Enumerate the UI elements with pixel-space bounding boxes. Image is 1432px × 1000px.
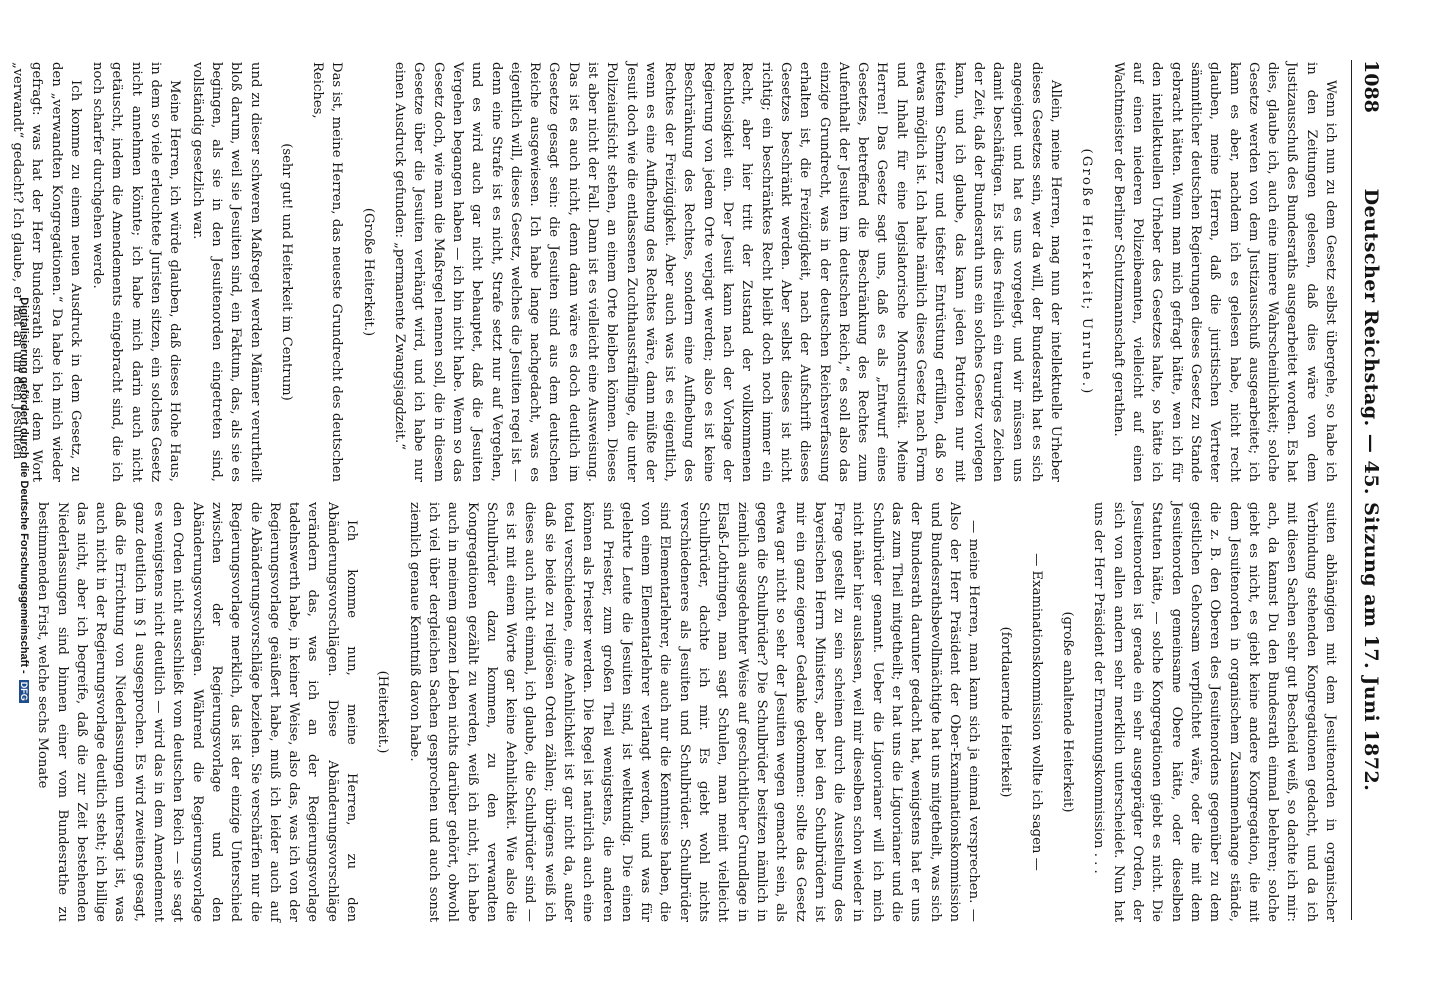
page-header <box>1351 60 1388 920</box>
text-column-left <box>10 62 1340 482</box>
page-number: 1088 <box>1360 60 1382 113</box>
reaction-note: (Große Heiterkeit.) <box>360 207 376 337</box>
credit-text: Digitalisierung gefördert durch die Deutsche Forschungsgemeinschaft - <box>18 297 30 674</box>
paragraph: Das ist, meine Herren, das neueste Grundrecht des deutschen Reiches, <box>310 62 345 482</box>
digitization-credit <box>18 0 30 1000</box>
paragraph: Ich komme zu einem neuen Ausdruck in dem Gesetz, zu den „verwandten Kongregationen.“ Da habe ich mich wieder gefragt: was hat der Herr Bundesrath sich bei dem Wort „verwandt“ gedacht? Ich glaube, er hat an um den Jesuiten <box>10 62 83 482</box>
reaction-note: (fortdauernde Heiterkeit) <box>997 626 1013 798</box>
paragraph: und zu dieser schweren Maßregel werden Männer verurtheilt bloß darum, weil sie Jesuiten sind, ein Faktum, das, als sie es begingen, als sie in den Jesuitenorden eingetreten sind, vollständig gesetzlich war. <box>189 62 263 482</box>
paragraph: suiten abhängigen mit dem Jesuitenorden in organischer Verbindung stehenden Kongregationen gedacht, und da ich mit diesen Sachen sehr gut Bescheid weiß, so dachte ich mir: ach, da kannst Du den Bundesrath einmal belehren; solche giebt es nicht, es giebt keine andere Kongregation, die mit dem Jesuitenorden in organischem Zusammenhange stände, die z. B. den Oberen des Jesuitenordens gegenüber zu dem geistlichen Gehorsam verpflichtet wäre, oder die mit dem Jesuitenorden gemeinsame Obere hätte, oder dieselben Statuten hätte, — solche Kongregationen giebt es nicht. Die Jesuitenorden ist gerade ein sehr ausgeprägter Orden, der sich von allen andern sehr merklich unterscheidet. Nun hat uns der Herr Präsident der Ernennungskommission . . . <box>1091 502 1338 922</box>
reaction-note: (Große Heiterkeit; Unruhe.) <box>1079 148 1095 396</box>
reaction-note: (sehr gut! und Heiterkeit im Centrum) <box>278 143 294 401</box>
paragraph: Ich komme nun, meine Herren, zu den Abänderungsvorschlägen. Diese Abänderungsvorschläge verändern das, was ich an der Regierungsvorlage tadelnswerth habe, in keiner Weise, also das, was ich von der Regierungsvorlage geäußert habe, muß ich leider auch auf die Abänderungsvorschläge beziehen. Sie verschärfen nur die Regierungsvorlage merklich, das ist der einzige Unterschied zwischen der Regierungsvorlage und den Abänderungsvorschlägen. Während die Regierungsvorlage den Orden nicht ausschließt vom deutschen Reich — sie sagt es wenigstens nicht deutlich — wird das in dem Amendement ganz deutlich im § 1 ausgesprochen. Es wird zweitens gesagt, daß die Errichtung von Niederlassungen untersagt ist, was auch nicht in der Regierungsvorlage deutlich steht; ich billige das nicht, aber ich begreife, daß die zur Zeit bestehenden Niederlassungen sind binnen einer vom Bundesrathe zu bestimmenden Frist, welche sechs Monate <box>35 502 360 922</box>
running-title: Deutscher Reichstag. — 45. Sitzung am 17. Juni 1872. <box>1360 188 1382 792</box>
dfg-logo: DFG <box>19 681 29 701</box>
paragraph: Allein, meine Herren, mag nun der intellektuelle Urheber dieses Gesetzes sein, wer da will, der Bundesrath hat es sich angeeignet und hat es uns vorgelegt, und wir müssen uns damit beschäftigen. Es ist dies freilich ein trauriges Zeichen der Zeit, daß der Bundesrath uns ein solches Gesetz vorlegen kann, und ich glaube, das kann jeden Patrioten nur mit tiefstem Schmerz und tiefster Entrüstung erfüllen, daß so etwas möglich ist. Ich halte nämlich dieses Gesetz nach Form und Inhalt für eine legislatorische Monstruosität. Meine Herren! Das Gesetz sagt uns, daß es als „Entwurf eines Gesetzes, betreffend die Beschränkung des Rechtes zum Aufenthalt der Jesuiten im deutschen Reich,“ es soll also das einzige Grundrecht, was in der deutschen Reichsverfassung erhalten ist, die Freizügigkeit, nach der Aufschrift dieses Gesetzes beschränkt werden. Aber selbst dieses ist nicht richtig; ein beschränktes Recht bleibt doch noch immer ein Recht, aber hier tritt der Zustand der vollkommenen Rechtlosigkeit ein. Der Jesuit kann nach der Vorlage der Regierung von jedem Orte verjagt werden; also es ist keine Beschränkung des Rechtes, sondern eine Aufhebung des Rechtes der Freizügigkeit. Aber auch was ist es eigentlich, wenn es eine Aufhebung des Rechtes wäre, dann müßte der Jesuit doch wie die entlassenen Zuchthaussträflinge, die unter Polizeiaufsicht stehen, an einem Orte bleiben können. Dieses ist aber nicht der Fall. Dann ist es vielleicht eine Ausweisung. Das ist es auch nicht, denn dann wäre es doch deutlich im Gesetze gesagt sein: die Jesuiten sind aus dem deutschen Reiche ausgewiesen. Ich habe lange nachgedacht, was es eigentlich will, dieses Gesetz, welches die Jesuiten regel ist — denn eine Strafe ist es nicht, Strafe setzt nur auf Vergehen, und es wird auch gar nicht behauptet, daß die Jesuiten Vergehen begangen haben — ich bin nicht habe. Wenn so das Gesetz doch, wie man die Maßregel nennen soll, die in diesem Gesetze über die Jesuiten verhängt wird, und ich habe nur einen Ausdruck gefunden: „permanente Zwangsjagdzeit.“ <box>392 62 1064 482</box>
reaction-note: (Heiterkeit.) <box>375 670 391 754</box>
reaction-note: (große anhaltende Heiterkeit) <box>1060 611 1076 813</box>
paragraph: Wenn ich nun zu dem Gesetz selbst übergehe, so habe ich in den Zeitungen gelesen, daß dies wäre von dem Justizausschuß des Bundesraths ausgearbeitet worden. Es hat dies, glaube ich, auch eine innere Wahrscheinlichkeit; solche Gesetze werden von dem Justizausschuß ausgearbeitet; ich kann es aber, nachdem ich es gelesen habe, nicht recht glauben, meine Herren, daß die juristischen Vertreter sämmtlicher deutschen Regierungen dieses Gesetz zu Stande gebracht hätten. Wenn man mich gefragt hätte, wen ich für den intellektuellen Urheber des Gesetzes halte, so hätte ich auf einen niederen Polizeibeamten, vielleicht auf einen Wachtmeister der Berliner Schutzmannschaft gerathen. <box>1110 62 1338 482</box>
paragraph: Meine Herren, ich würde glauben, daß dieses Hohe Haus, in dem so viele erleuchtete Juristen sitzen, ein solches Gesetz nicht annehmen könnte; ich habe mich darin auch nicht getäuscht, indem die Amendements eingebracht sind, die ich noch scharfer durchgehen werde. <box>90 62 183 482</box>
text-column-right <box>35 502 1340 922</box>
interjection: — Examinationskommission wollte ich sagen — <box>1028 553 1044 871</box>
paragraph: — meine Herren, man kann sich ja einmal versprechen. — Also der Herr Präsident der Ober-Examinationskommission und Bundesrathsbevollmächtigte hat uns mitgetheilt, was sich der Bundesrath darunter gedacht hat, wenigstens hat er uns das zum Theil mitgetheilt; er hat uns die Liguorianer und die Schulbrüder genannt. Ueber die Liguorianer will ich mich nicht näher hier auslassen, weil mir dieselben schon wieder in Frage gestellt zu sein scheinen durch die Ausstellung des bayerischen Herrn Ministers, aber bei den Schulbrüdern ist mir ein ganz eigener Gedanke gekommen: sollte das Gesetz etwa gar nicht so sehr der Jesuiten wegen gemacht sein, als gegen die Schulbrüder? Die Schulbrüder besitzen nämlich in ziemlich ausgedehnter Weise auf geschichtlicher Grundlage in Elsaß-Lothringen, man sagt Schulen, man meint vielleicht Schulbrüder, dachte ich mir. Es giebt wohl nichts verschiedeneres als Jesuiten und Schulbrüder. Schulbrüder sind Elementarlehrer, die auch nur die Kenntnisse haben, die von einem Elementarlehrer verlangt werden, und was für gelehrte Leute die Jesuiten sind, ist weltkundig. Die einen sind Priester, zum großen Theil wenigstens, die anderen können als Priester werden. Die Regel ist natürlich auch eine total verschiedene, eine Aehnlichkeit ist gar nicht da, außer daß sie beide zu religiösen Orden zählen; übrigens weiß ich dieses auch nicht einmal, ich glaube, die Schulbrüder sind — es ist mit einem Worte gar keine Aehnlichkeit. Wie also die Schulbrüder dazu kommen, zu den verwandten Kongregationen gezählt zu werden, weiß ich nicht, ich habe auch in meinem ganzen Leben nichts darüber gehört, obwohl ich viel über dergleichen Sachen gesprochen und auch sonst ziemlich genaue Kenntniß davon habe. <box>406 502 982 922</box>
